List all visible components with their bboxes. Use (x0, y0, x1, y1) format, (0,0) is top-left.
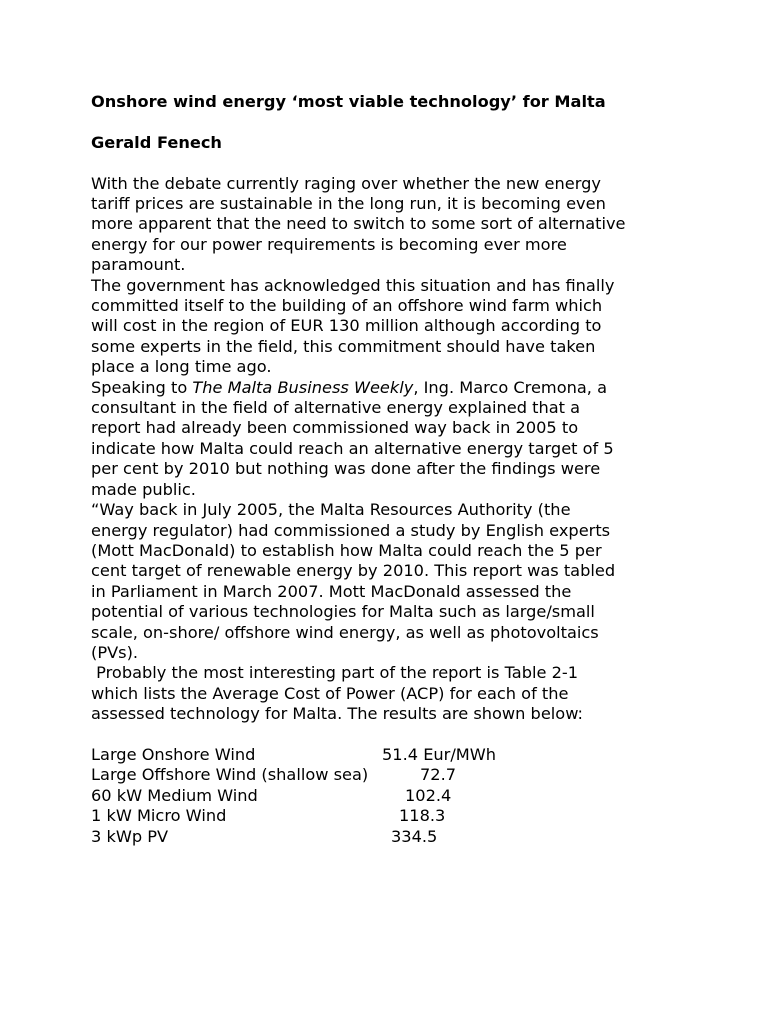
paragraph-quote (91, 500, 691, 663)
text-line: scale, on-shore/ offshore wind energy, as well as photovoltaics (91, 622, 599, 642)
text-line: “Way back in July 2005, the Malta Resources Authority (the (91, 500, 571, 520)
paragraph-interview (91, 378, 691, 500)
text-line: The government has acknowledged this situation and has finally (91, 275, 615, 295)
text-line: which lists the Average Cost of Power (ACP) for each of the (91, 683, 569, 703)
technology-name: 1 kW Micro Wind (91, 806, 227, 826)
cost-row (91, 806, 691, 826)
text-line (91, 378, 691, 398)
cost-value: 72.7 (420, 765, 457, 785)
cost-row (91, 786, 691, 806)
text-line: potential of various technologies for Malta such as large/small (91, 602, 595, 622)
text-line: committed itself to the building of an offshore wind farm which (91, 296, 603, 316)
text-line: energy regulator) had commissioned a study by English experts (91, 520, 611, 540)
technology-name: Large Offshore Wind (shallow sea) (91, 765, 369, 785)
paragraph-intro (91, 174, 691, 276)
text-line: paramount. (91, 255, 186, 275)
document-page (91, 92, 691, 847)
text-line: report had already been commissioned way back in 2005 to (91, 418, 579, 438)
text-line: made public. (91, 479, 196, 499)
paragraph-government (91, 276, 691, 378)
cost-value: 102.4 (405, 785, 452, 805)
text-line: (PVs). (91, 642, 139, 662)
text-line: assessed technology for Malta. The results are shown below: (91, 704, 584, 724)
cost-row (91, 765, 691, 785)
text-line: With the debate currently raging over whether the new energy (91, 173, 601, 193)
technology-name: 60 kW Medium Wind (91, 785, 258, 805)
cost-table (91, 745, 691, 847)
text-line: Probably the most interesting part of the report is Table 2-1 (91, 663, 579, 683)
publication-name: The Malta Business Weekly (192, 377, 414, 397)
text-line: some experts in the field, this commitment should have taken (91, 336, 596, 356)
technology-name: Large Onshore Wind (91, 744, 256, 764)
cost-value: 118.3 (399, 806, 446, 826)
text-line: cent target of renewable energy by 2010. This report was tabled (91, 561, 616, 581)
text-line: more apparent that the need to switch to some sort of alternative (91, 214, 626, 234)
article-author: Gerald Fenech (91, 132, 222, 152)
cost-value: 334.5 (391, 826, 438, 846)
text-line: place a long time ago. (91, 357, 272, 377)
text-line: tariff prices are sustainable in the long run, it is becoming even (91, 194, 606, 213)
text-line: will cost in the region of EUR 130 million although according to (91, 316, 602, 336)
text-line: (Mott MacDonald) to establish how Malta could reach the 5 per (91, 540, 602, 560)
text-line: in Parliament in March 2007. Mott MacDonald assessed the (91, 581, 572, 601)
paragraph-report (91, 663, 691, 724)
technology-name: 3 kWp PV (91, 826, 169, 846)
text-line: per cent by 2010 but nothing was done after the findings were (91, 459, 601, 479)
cost-value: 51.4 Eur/MWh (382, 744, 497, 764)
text-fragment: , Ing. Marco Cremona, a (413, 377, 607, 397)
text-line: energy for our power requirements is becoming ever more (91, 234, 567, 254)
article-title: Onshore wind energy ‘most viable technology’ for Malta (91, 92, 606, 111)
cost-row (91, 745, 691, 765)
text-fragment: Speaking to (91, 377, 193, 397)
text-line: indicate how Malta could reach an alternative energy target of 5 (91, 438, 614, 458)
text-line: consultant in the field of alternative energy explained that a (91, 398, 581, 418)
cost-row (91, 827, 691, 847)
